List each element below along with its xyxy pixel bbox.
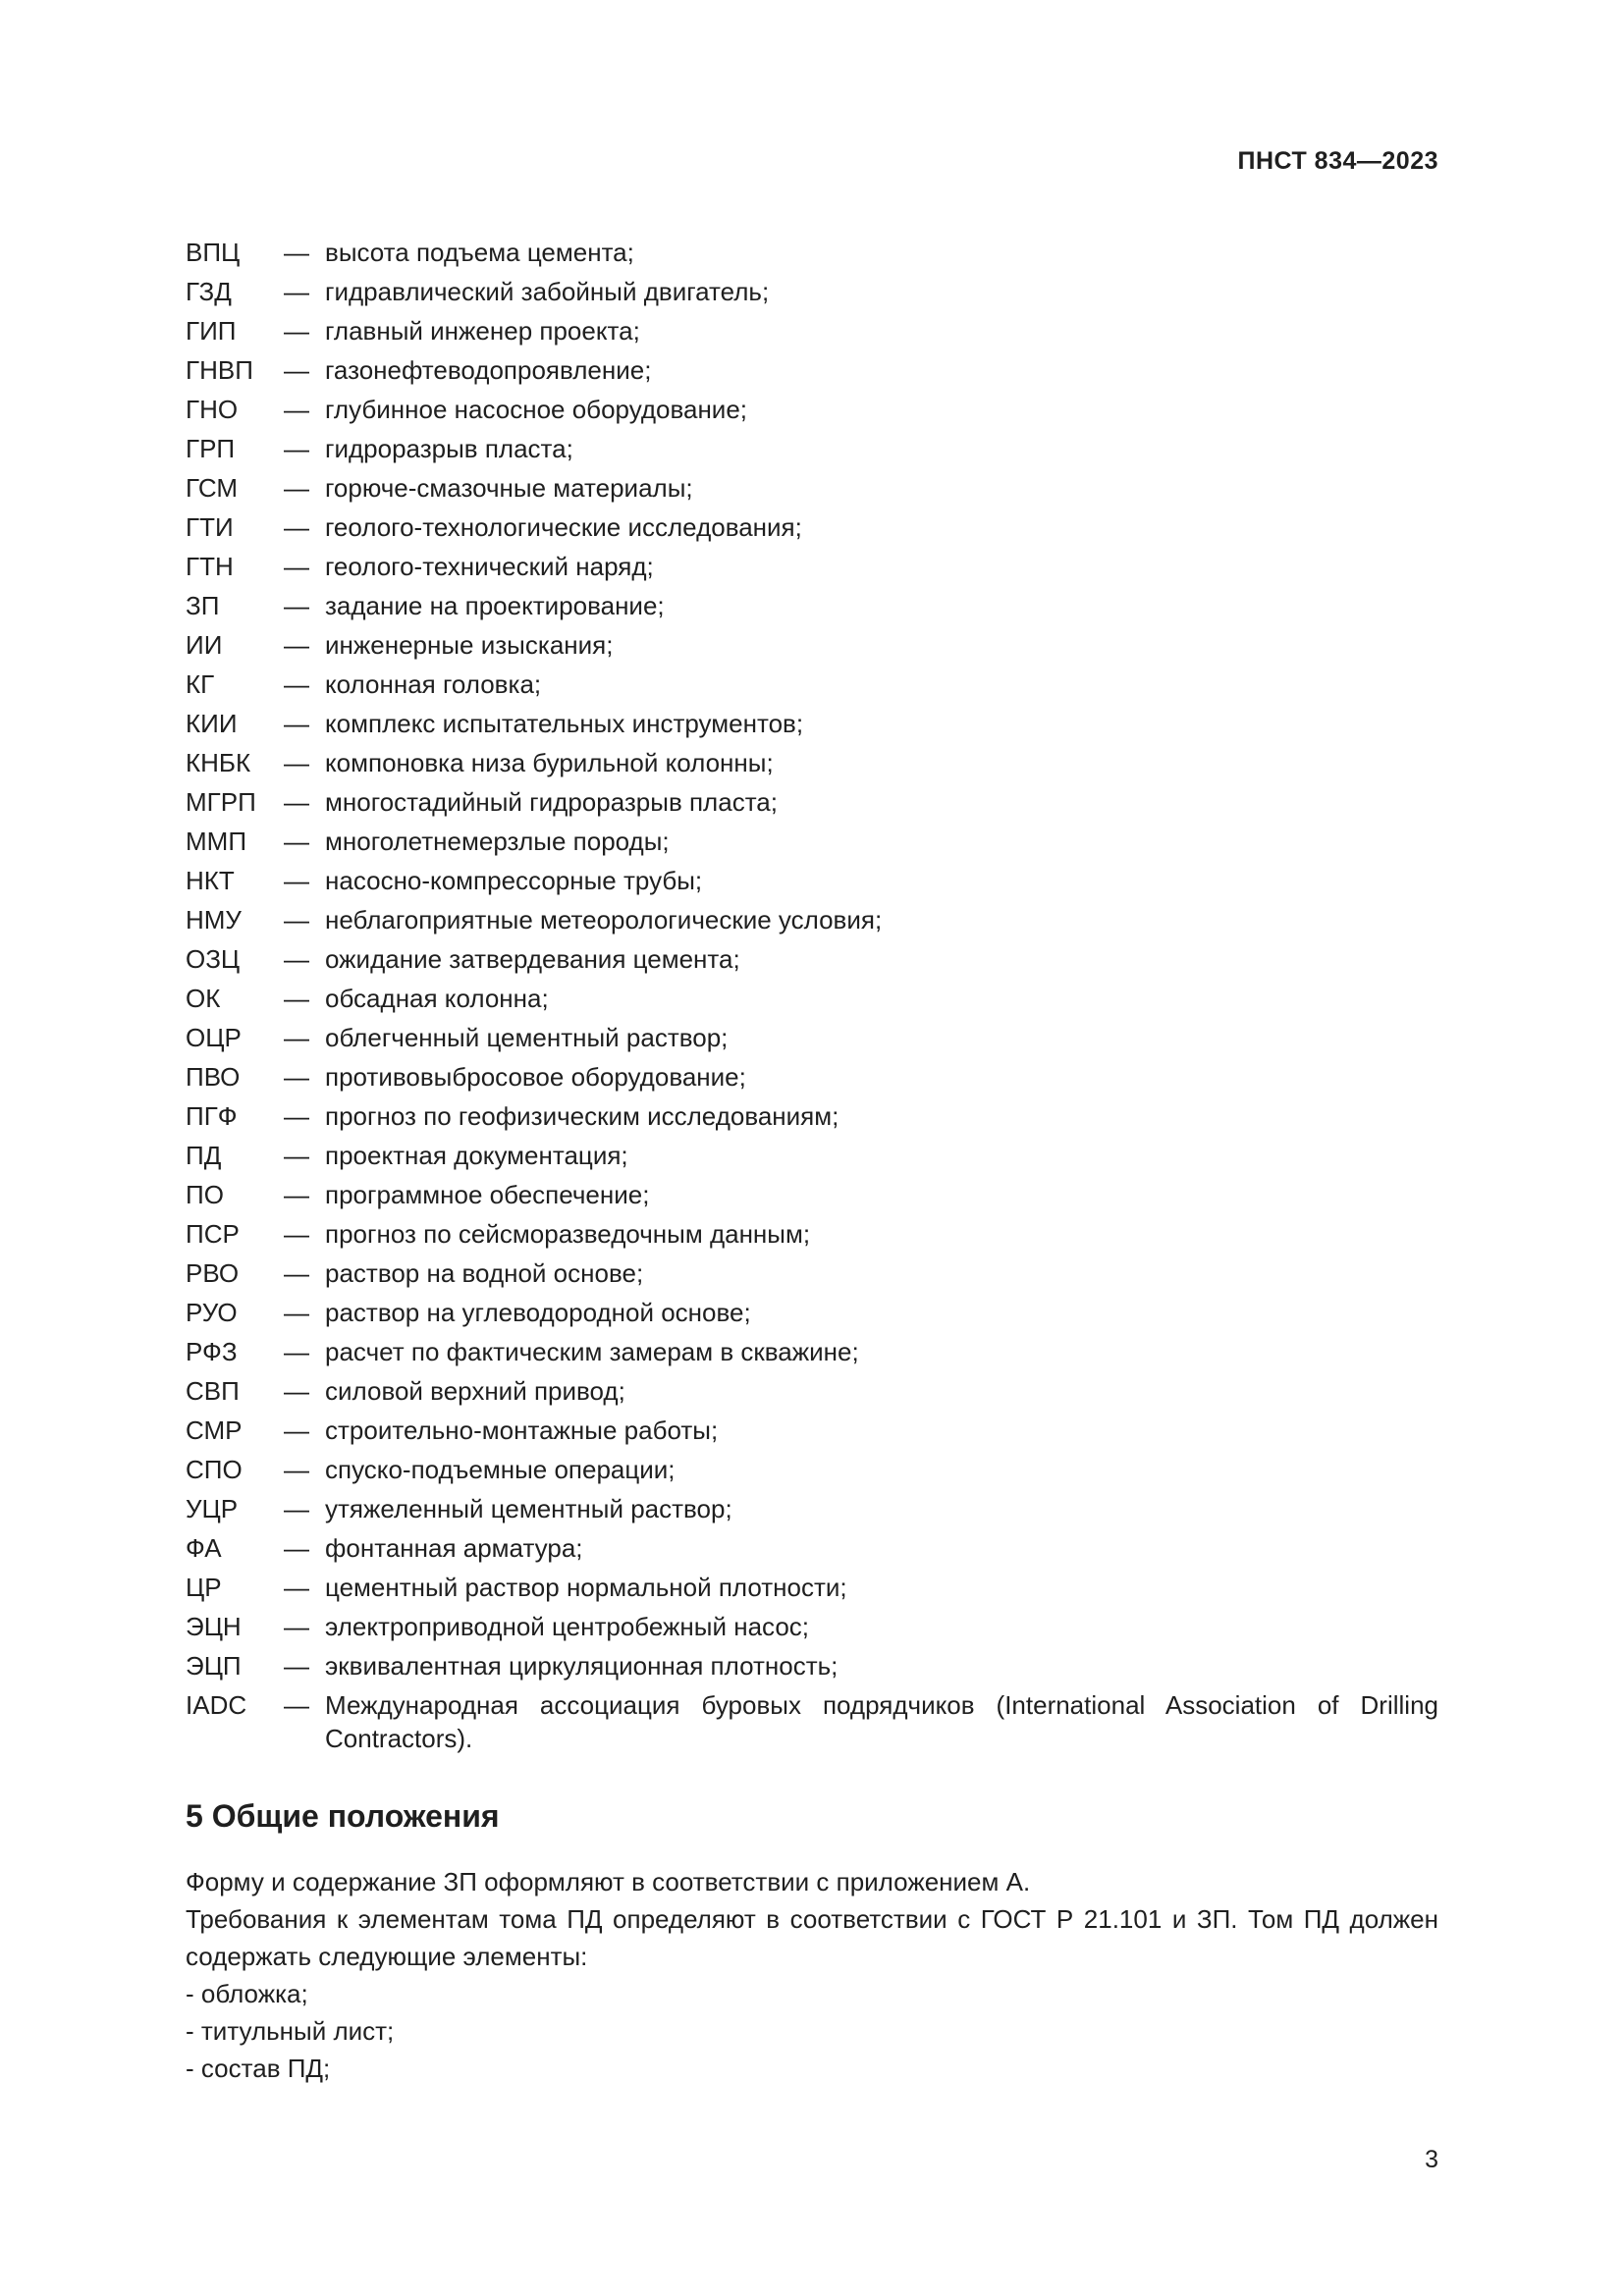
em-dash: — bbox=[284, 238, 309, 267]
em-dash: — bbox=[284, 1298, 309, 1327]
abbreviation-definition: гидравлический забойный двигатель; bbox=[325, 277, 770, 306]
abbreviation-definition: многостадийный гидроразрыв пласта; bbox=[325, 787, 778, 817]
list-item: - титульный лист; bbox=[186, 2016, 395, 2046]
abbreviation-term: СМР bbox=[186, 1415, 243, 1445]
abbreviation-definition: раствор на углеводородной основе; bbox=[325, 1298, 751, 1327]
abbreviation-row bbox=[186, 1139, 1438, 1178]
abbreviation-row bbox=[186, 550, 1438, 589]
em-dash: — bbox=[284, 591, 309, 620]
abbreviation-row bbox=[186, 982, 1438, 1021]
abbreviation-row bbox=[186, 1374, 1438, 1414]
abbreviation-row bbox=[186, 1610, 1438, 1649]
em-dash: — bbox=[284, 1415, 309, 1445]
em-dash: — bbox=[284, 944, 309, 974]
abbreviation-definition: строительно-монтажные работы; bbox=[325, 1415, 719, 1445]
abbreviation-row bbox=[186, 903, 1438, 942]
abbreviation-definition: глубинное насосное оборудование; bbox=[325, 395, 748, 424]
em-dash: — bbox=[284, 552, 309, 581]
abbreviation-term: ПВО bbox=[186, 1062, 241, 1092]
abbreviation-definition: многолетнемерзлые породы; bbox=[325, 827, 670, 856]
abbreviation-definition: силовой верхний привод; bbox=[325, 1376, 625, 1406]
abbreviation-definition: расчет по фактическим замерам в скважине; bbox=[325, 1337, 859, 1366]
abbreviation-row bbox=[186, 353, 1438, 393]
abbreviation-row bbox=[186, 1178, 1438, 1217]
abbreviation-term: ГНО bbox=[186, 395, 239, 424]
em-dash: — bbox=[284, 630, 309, 660]
abbreviation-term: ПСР bbox=[186, 1219, 240, 1249]
abbreviation-term: МГРП bbox=[186, 787, 256, 817]
abbreviation-row bbox=[186, 1060, 1438, 1099]
abbreviation-row bbox=[186, 589, 1438, 628]
abbreviation-row bbox=[186, 785, 1438, 825]
abbreviation-definition: прогноз по геофизическим исследованиям; bbox=[325, 1101, 839, 1131]
abbreviation-term: ГНВП bbox=[186, 355, 253, 385]
abbreviation-term: РУО bbox=[186, 1298, 238, 1327]
em-dash: — bbox=[284, 473, 309, 503]
list-item: - состав ПД; bbox=[186, 2054, 331, 2083]
em-dash: — bbox=[284, 1690, 309, 1720]
abbreviation-definition: задание на проектирование; bbox=[325, 591, 665, 620]
abbreviation-definition: раствор на водной основе; bbox=[325, 1258, 644, 1288]
em-dash: — bbox=[284, 1651, 309, 1681]
abbreviation-definition: газонефтеводопроявление; bbox=[325, 355, 652, 385]
em-dash: — bbox=[284, 748, 309, 777]
abbreviation-row bbox=[186, 314, 1438, 353]
abbreviation-definition: прогноз по сейсморазведочным данным; bbox=[325, 1219, 811, 1249]
em-dash: — bbox=[284, 787, 309, 817]
abbreviation-definition: гидроразрыв пласта; bbox=[325, 434, 573, 463]
em-dash: — bbox=[284, 1101, 309, 1131]
abbreviation-term: ГТИ bbox=[186, 512, 234, 542]
section-body bbox=[186, 1863, 1438, 2087]
abbreviation-definition: горюче-смазочные материалы; bbox=[325, 473, 693, 503]
abbreviation-row bbox=[186, 1649, 1438, 1688]
em-dash: — bbox=[284, 984, 309, 1013]
abbreviation-term: СПО bbox=[186, 1455, 243, 1484]
em-dash: — bbox=[284, 512, 309, 542]
abbreviation-term: НКТ bbox=[186, 866, 235, 895]
abbreviation-term: ММП bbox=[186, 827, 247, 856]
em-dash: — bbox=[284, 395, 309, 424]
em-dash: — bbox=[284, 1062, 309, 1092]
abbreviation-term: РФЗ bbox=[186, 1337, 238, 1366]
abbreviation-term: ГТН bbox=[186, 552, 234, 581]
abbreviation-definition: проектная документация; bbox=[325, 1141, 628, 1170]
abbreviation-row bbox=[186, 432, 1438, 471]
abbreviation-definition: геолого-технологические исследования; bbox=[325, 512, 802, 542]
em-dash: — bbox=[284, 905, 309, 934]
abbreviation-term: ПД bbox=[186, 1141, 222, 1170]
abbreviation-definition: утяжеленный цементный раствор; bbox=[325, 1494, 732, 1523]
abbreviation-row bbox=[186, 1099, 1438, 1139]
em-dash: — bbox=[284, 1023, 309, 1052]
abbreviation-term: ИИ bbox=[186, 630, 223, 660]
abbreviation-row bbox=[186, 510, 1438, 550]
abbreviation-row bbox=[186, 1021, 1438, 1060]
abbreviation-term: КИИ bbox=[186, 709, 238, 738]
abbreviation-row bbox=[186, 471, 1438, 510]
abbreviation-row bbox=[186, 746, 1438, 785]
page-number: 3 bbox=[1425, 2146, 1438, 2173]
abbreviation-term: ЗП bbox=[186, 591, 220, 620]
em-dash: — bbox=[284, 316, 309, 346]
list-item: - обложка; bbox=[186, 1979, 308, 2008]
abbreviation-term: ГСМ bbox=[186, 473, 239, 503]
abbreviation-definition: эквивалентная циркуляционная плотность; bbox=[325, 1651, 839, 1681]
abbreviation-row bbox=[186, 628, 1438, 667]
abbreviation-row bbox=[186, 1335, 1438, 1374]
abbreviation-definition: облегченный цементный раствор; bbox=[325, 1023, 729, 1052]
abbreviation-row bbox=[186, 1296, 1438, 1335]
abbreviation-row bbox=[186, 864, 1438, 903]
abbreviation-definition: колонная головка; bbox=[325, 669, 542, 699]
abbreviation-definition: программное обеспечение; bbox=[325, 1180, 650, 1209]
abbreviation-row bbox=[186, 825, 1438, 864]
abbreviation-definition: инженерные изыскания; bbox=[325, 630, 614, 660]
abbreviation-row bbox=[186, 707, 1438, 746]
abbreviation-definition: обсадная колонна; bbox=[325, 984, 549, 1013]
abbreviation-definition: насосно-компрессорные трубы; bbox=[325, 866, 703, 895]
abbreviation-term: ГИП bbox=[186, 316, 237, 346]
abbreviation-definition: компоновка низа бурильной колонны; bbox=[325, 748, 774, 777]
em-dash: — bbox=[284, 1494, 309, 1523]
abbreviation-definition: неблагоприятные метеорологические условия; bbox=[325, 905, 883, 934]
em-dash: — bbox=[284, 669, 309, 699]
abbreviation-definition: Международная ассоциация буровых подрядчиков (International Association of Drilling Contractors). bbox=[325, 1690, 1438, 1753]
abbreviation-term: РВО bbox=[186, 1258, 240, 1288]
em-dash: — bbox=[284, 1258, 309, 1288]
abbreviation-definition: цементный раствор нормальной плотности; bbox=[325, 1573, 847, 1602]
em-dash: — bbox=[284, 827, 309, 856]
em-dash: — bbox=[284, 866, 309, 895]
abbreviation-term: IADC bbox=[186, 1690, 247, 1720]
abbreviation-term: НМУ bbox=[186, 905, 242, 934]
abbreviation-term: ЭЦП bbox=[186, 1651, 242, 1681]
abbreviation-term: ОК bbox=[186, 984, 221, 1013]
abbreviation-row bbox=[186, 942, 1438, 982]
em-dash: — bbox=[284, 1141, 309, 1170]
em-dash: — bbox=[284, 355, 309, 385]
abbreviation-term: ПО bbox=[186, 1180, 224, 1209]
em-dash: — bbox=[284, 1376, 309, 1406]
em-dash: — bbox=[284, 1219, 309, 1249]
abbreviation-definition: высота подъема цемента; bbox=[325, 238, 634, 267]
abbreviation-definition: фонтанная арматура; bbox=[325, 1533, 583, 1563]
em-dash: — bbox=[284, 1533, 309, 1563]
em-dash: — bbox=[284, 1337, 309, 1366]
abbreviation-row bbox=[186, 1688, 1438, 1755]
abbreviation-term: ВПЦ bbox=[186, 238, 241, 267]
abbreviation-definition: противовыбросовое оборудование; bbox=[325, 1062, 746, 1092]
abbreviation-row bbox=[186, 1453, 1438, 1492]
abbreviation-definition: спуско-подъемные операции; bbox=[325, 1455, 676, 1484]
section-heading: 5 Общие положения bbox=[186, 1798, 500, 1834]
abbreviation-row bbox=[186, 1531, 1438, 1571]
abbreviation-term: УЦР bbox=[186, 1494, 239, 1523]
abbreviation-term: ОЗЦ bbox=[186, 944, 241, 974]
em-dash: — bbox=[284, 709, 309, 738]
abbreviation-row bbox=[186, 393, 1438, 432]
abbreviation-row bbox=[186, 1217, 1438, 1256]
abbreviation-list bbox=[186, 236, 1438, 1755]
abbreviation-term: ЭЦН bbox=[186, 1612, 242, 1641]
abbreviation-row bbox=[186, 667, 1438, 707]
abbreviation-term: КНБК bbox=[186, 748, 251, 777]
em-dash: — bbox=[284, 1573, 309, 1602]
abbreviation-term: ПГФ bbox=[186, 1101, 238, 1131]
document-code: ПНСТ 834—2023 bbox=[1237, 147, 1438, 175]
abbreviation-term: ФА bbox=[186, 1533, 222, 1563]
em-dash: — bbox=[284, 434, 309, 463]
em-dash: — bbox=[284, 1180, 309, 1209]
abbreviation-row bbox=[186, 1492, 1438, 1531]
abbreviation-term: КГ bbox=[186, 669, 215, 699]
em-dash: — bbox=[284, 1455, 309, 1484]
abbreviation-term: ГЗД bbox=[186, 277, 232, 306]
abbreviation-term: ГРП bbox=[186, 434, 236, 463]
em-dash: — bbox=[284, 1612, 309, 1641]
abbreviation-row bbox=[186, 1571, 1438, 1610]
abbreviation-definition: электроприводной центробежный насос; bbox=[325, 1612, 810, 1641]
abbreviation-definition: комплекс испытательных инструментов; bbox=[325, 709, 804, 738]
paragraph: Требования к элементам тома ПД определяют в соответствии с ГОСТ Р 21.101 и ЗП. Том ПД должен содержать следующие элементы: bbox=[186, 1904, 1438, 1971]
abbreviation-definition: геолого-технический наряд; bbox=[325, 552, 654, 581]
abbreviation-definition: ожидание затвердевания цемента; bbox=[325, 944, 740, 974]
abbreviation-term: ОЦР bbox=[186, 1023, 242, 1052]
abbreviation-term: СВП bbox=[186, 1376, 240, 1406]
abbreviation-term: ЦР bbox=[186, 1573, 222, 1602]
em-dash: — bbox=[284, 277, 309, 306]
paragraph: Форму и содержание ЗП оформляют в соответствии с приложением А. bbox=[186, 1867, 1031, 1896]
abbreviation-row bbox=[186, 1256, 1438, 1296]
abbreviation-definition: главный инженер проекта; bbox=[325, 316, 640, 346]
abbreviation-row bbox=[186, 236, 1438, 275]
abbreviation-row bbox=[186, 275, 1438, 314]
abbreviation-row bbox=[186, 1414, 1438, 1453]
